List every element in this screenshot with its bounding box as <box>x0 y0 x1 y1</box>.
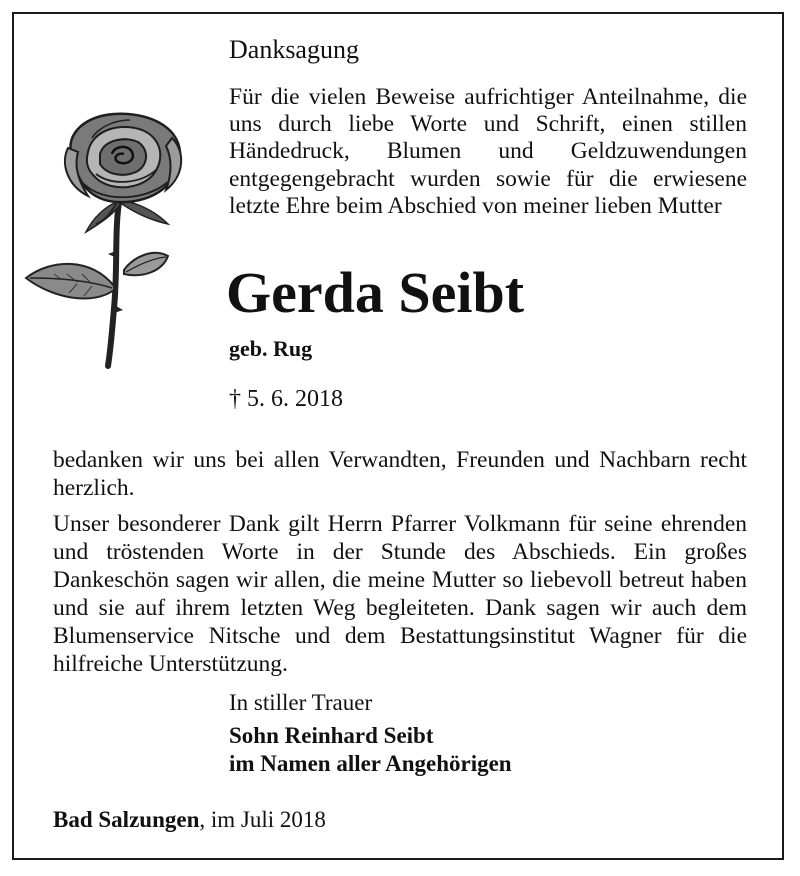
notice-heading: Danksagung <box>229 35 359 64</box>
special-thanks-paragraph: Unser besonderer Dank gilt Herrn Pfarrer Volkmann für seine ehrenden und tröstenden Worte in der Stunde des Abschieds. Ein großes Dankeschön sagen wir allen, die meine Mutter so liebevoll betreut haben und sie auf ihrem letzten Weg begleiteten. Dank sagen wir auch dem Blumenservice Nitsche und dem Bestattungsinstitut Wagner für die hilfreiche Unterstützung. <box>53 511 747 677</box>
place-name: Bad Salzungen <box>53 807 200 832</box>
signer-family: im Namen aller Angehörigen <box>229 751 512 776</box>
intro-paragraph: Für die vielen Beweise aufrichtiger Anteilnahme, die uns durch liebe Worte und Schrift, einen stillen Händedruck, Blumen und Geldzuwendungen entgegengebracht wurden sowie für die erwiesene letzte Ehre beim Abschied von meiner lieben Mutter <box>229 84 747 219</box>
death-date: † 5. 6. 2018 <box>229 386 343 412</box>
deceased-name: Gerda Seibt <box>226 260 525 325</box>
mourning-line: In stiller Trauer <box>229 690 373 715</box>
place-date-line <box>53 805 326 835</box>
rose-icon <box>22 108 192 370</box>
thanks-paragraph: bedanken wir uns bei allen Verwandten, Freunden und Nachbarn recht herzlich. <box>53 447 747 501</box>
date-line: , im Juli 2018 <box>199 807 326 832</box>
signer-name: Sohn Reinhard Seibt <box>229 723 434 748</box>
birth-name: geb. Rug <box>229 336 313 361</box>
